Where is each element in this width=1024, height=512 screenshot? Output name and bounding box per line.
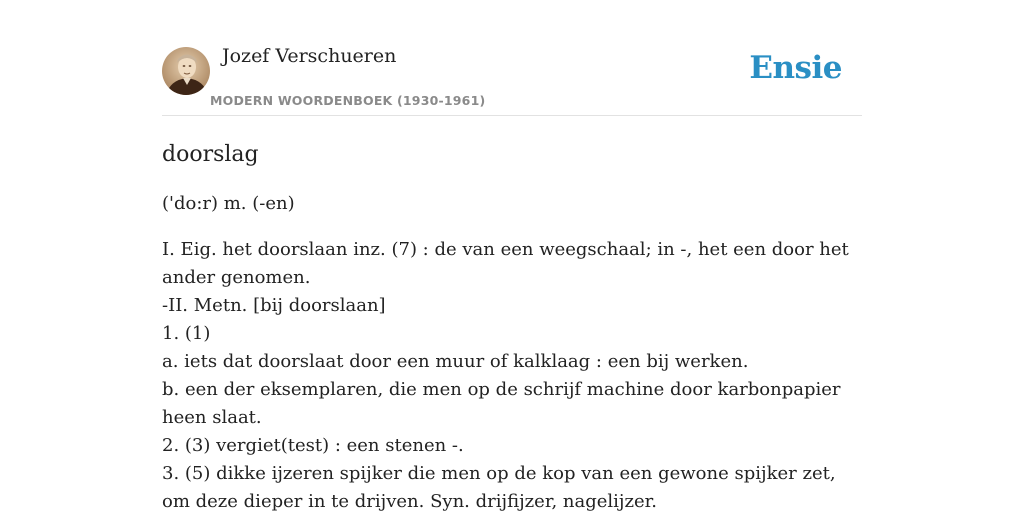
author-avatar[interactable] [162, 47, 210, 95]
author-portrait-image [162, 47, 210, 95]
entry-definition [162, 236, 862, 512]
definition-line: 1. (1) [162, 323, 211, 344]
entry-pronunciation: ('do:r) m. (-en) [162, 193, 295, 214]
dictionary-source[interactable]: MODERN WOORDENBOEK (1930-1961) [210, 93, 486, 108]
entry-term: doorslag [162, 142, 259, 167]
definition-line: a. iets dat doorslaat door een muur of kalklaag : een bij werken. [162, 351, 749, 372]
author-name[interactable]: Jozef Verschueren [222, 45, 397, 67]
definition-line: b. een der eksemplaren, die men op de schrijf machine door karbonpapier heen slaat. [162, 379, 841, 428]
definition-line: I. Eig. het doorslaan inz. (7) : de van een weegschaal; in -, het een door het ander genomen. [162, 239, 849, 288]
definition-line: -II. Metn. [bij doorslaan] [162, 295, 386, 316]
definition-line: 2. (3) vergiet(test) : een stenen -. [162, 435, 464, 456]
header [162, 0, 862, 116]
ensie-logo[interactable]: Ensie [749, 50, 842, 86]
definition-line: 3. (5) dikke ijzeren spijker die men op de kop van een gewone spijker zet, om deze dieper in te drijven. Syn. drijfijzer, nagelijzer. [162, 463, 836, 512]
content-container [162, 0, 862, 512]
